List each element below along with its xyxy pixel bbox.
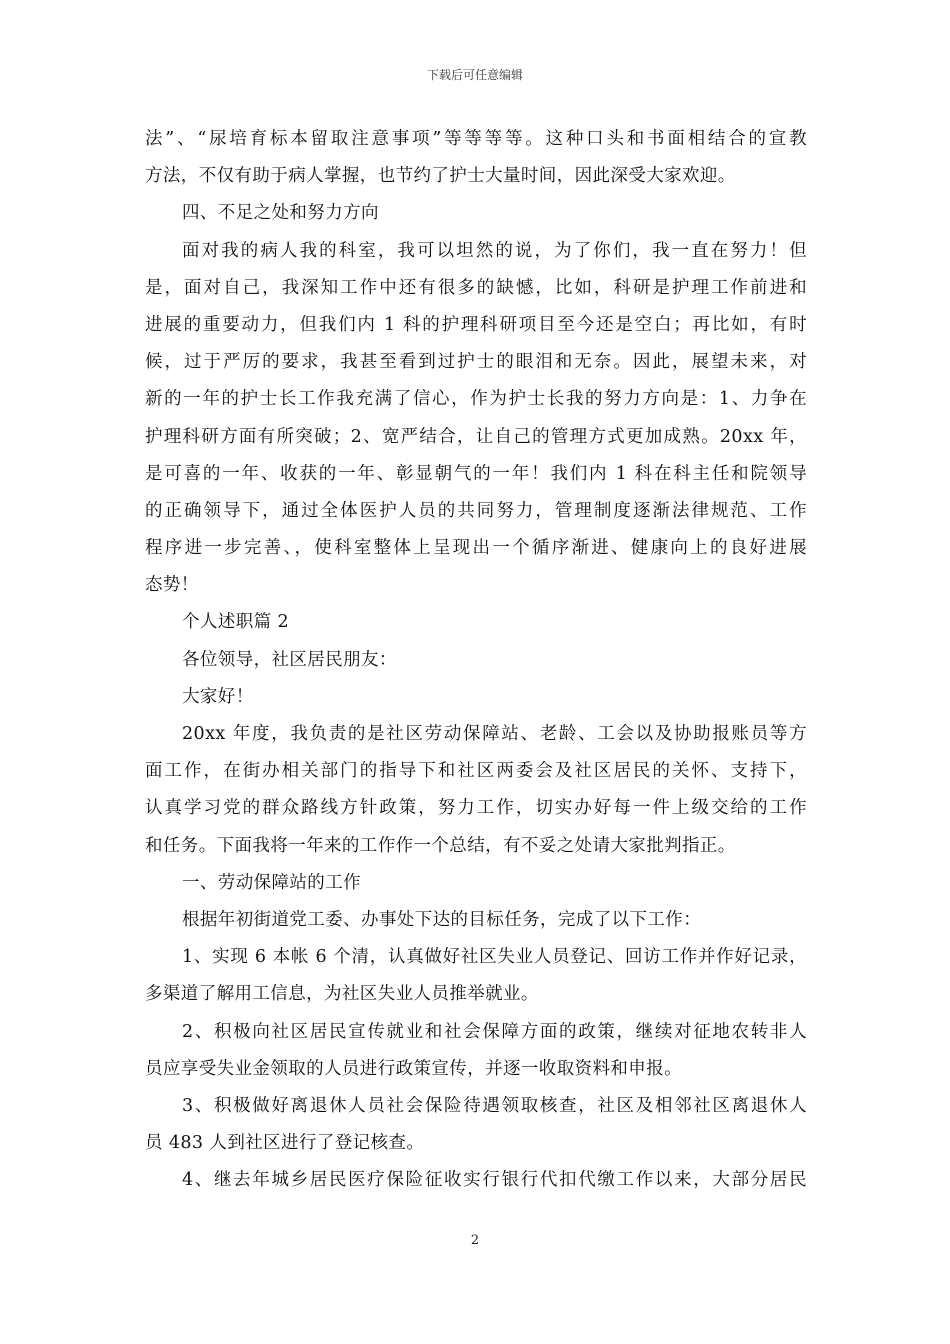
paragraph-line: 的正确领导下，通过全体医护人员的共同努力，管理制度逐渐法律规范、工作 xyxy=(145,500,807,521)
paragraph-line: 多渠道了解用工信息，为社区失业人员推举就业。 xyxy=(145,984,539,1005)
paragraph-line: 是可喜的一年、收获的一年、彰显朝气的一年！我们内 1 科在科主任和院领导 xyxy=(145,463,807,484)
document-body xyxy=(145,121,807,1199)
paragraph-line: 进展的重要动力，但我们内 1 科的护理科研项目至今还是空白；再比如，有时 xyxy=(145,314,807,335)
paragraph-line: 方法，不仅有助于病人掌握，也节约了护士大量时间，因此深受大家欢迎。 xyxy=(145,166,736,187)
paragraph-line: 态势！ xyxy=(145,575,199,596)
paragraph-line: 员应享受失业金领取的人员进行政策宣传，并逐一收取资料和申报。 xyxy=(145,1058,682,1079)
paragraph-line: 程序进一步完善、，使科室整体上呈现出一个循序渐进、健康向上的良好进展 xyxy=(145,538,807,559)
paragraph-line: 面工作，在街办相关部门的指导下和社区两委会及社区居民的关怀、支持下， xyxy=(145,761,807,782)
paragraph-line: 新的一年的护士长工作我充满了信心，作为护士长我的努力方向是：1、力争在 xyxy=(145,389,807,410)
salutation-line: 各位领导，社区居民朋友： xyxy=(182,649,397,670)
section-heading: 一、劳动保障站的工作 xyxy=(182,872,361,893)
paragraph-line: 和任务。下面我将一年来的工作作一个总结，有不妥之处请大家批判指正。 xyxy=(145,835,736,856)
page-header: 下载后可任意编辑 xyxy=(426,68,523,82)
paragraph-line: 是，面对自己，我深知工作中还有很多的缺憾，比如，科研是护理工作前进和 xyxy=(145,277,807,298)
paragraph-line: 3、积极做好离退休人员社会保险待遇领取核查，社区及相邻社区离退休人 xyxy=(182,1095,807,1116)
paragraph-line: 认真学习党的群众路线方针政策，努力工作，切实办好每一件上级交给的工作 xyxy=(145,798,807,819)
paragraph-line: 护理科研方面有所突破；2、宽严结合，让自己的管理方式更加成熟。20xx 年， xyxy=(145,426,807,447)
paragraph-line: 候，过于严厉的要求，我甚至看到过护士的眼泪和无奈。因此，展望未来，对 xyxy=(145,352,807,373)
paragraph-line: 2、积极向社区居民宣传就业和社会保障方面的政策，继续对征地农转非人 xyxy=(182,1021,807,1042)
paragraph-line: 面对我的病人我的科室，我可以坦然的说，为了你们，我一直在努力！但 xyxy=(182,240,807,261)
paragraph-line: 4、继去年城乡居民医疗保险征收实行银行代扣代缴工作以来，大部分居民 xyxy=(182,1170,807,1191)
paragraph-line: 20xx 年度，我负责的是社区劳动保障站、老龄、工会以及协助报账员等方 xyxy=(182,724,807,744)
greeting-line: 大家好！ xyxy=(182,686,254,707)
paragraph-line: 法”、“尿培育标本留取注意事项”等等等等。这种口头和书面相结合的宣教 xyxy=(145,129,807,149)
section-heading: 四、不足之处和努力方向 xyxy=(182,203,379,224)
page-number: 2 xyxy=(470,1233,480,1248)
paragraph-line: 员 483 人到社区进行了登记核查。 xyxy=(145,1133,425,1154)
paragraph-line: 根据年初街道党工委、办事处下达的目标任务，完成了以下工作： xyxy=(182,909,702,930)
paragraph-line: 1、实现 6 本帐 6 个清，认真做好社区失业人员登记、回访工作并作好记录， xyxy=(182,947,807,968)
section-heading: 个人述职篇 2 xyxy=(182,612,289,633)
